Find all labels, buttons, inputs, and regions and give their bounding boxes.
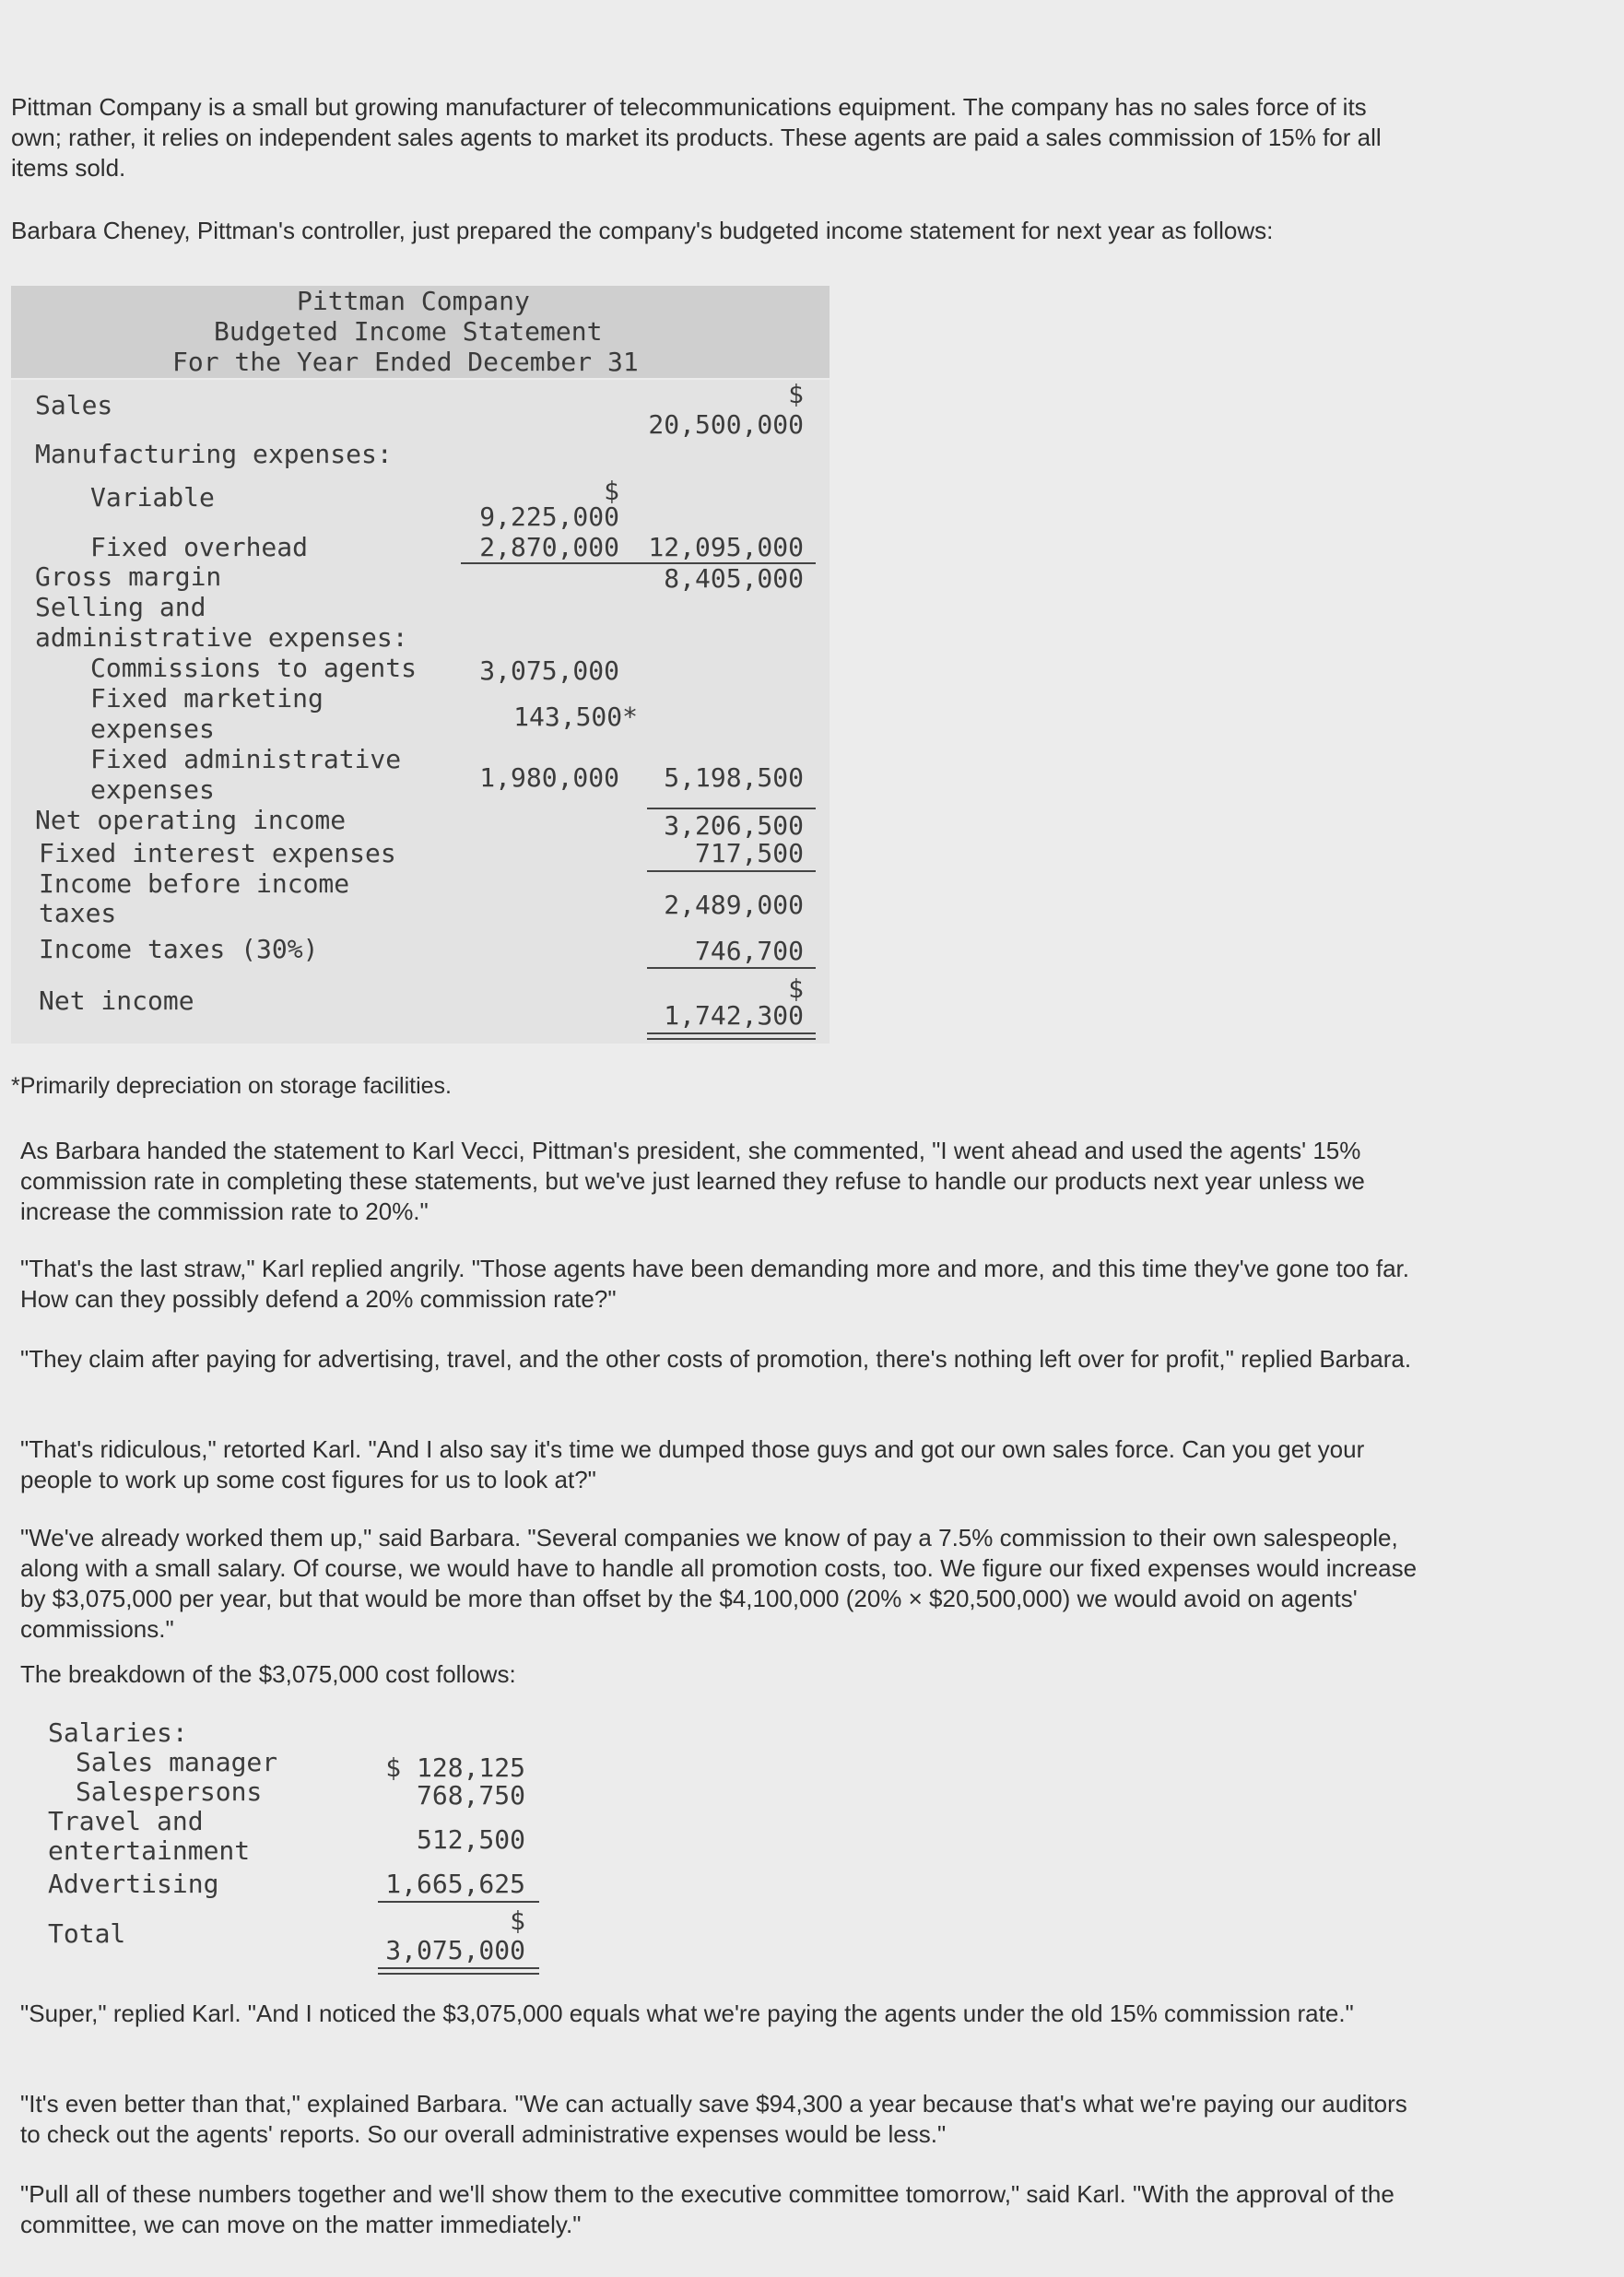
net-income-value: 1,742,300 (664, 1000, 804, 1031)
manufacturing-label: Manufacturing expenses: (35, 439, 393, 469)
dialogue-paragraph-6: The breakdown of the $3,075,000 cost follows: (20, 1660, 516, 1688)
sales-manager-label: Sales manager (76, 1747, 278, 1777)
manufacturing-total: 12,095,000 (648, 532, 804, 562)
fixed-admin-label-2: expenses (90, 774, 215, 805)
statement-title: Budgeted Income Statement (214, 316, 603, 347)
commissions-value: 3,075,000 (479, 655, 619, 686)
dialogue-paragraph-4: "That's ridiculous," retorted Karl. "And I also say it's time we dumped those guys and got our own sales force. Can you get your people to work up some cost figures for us to look at?" (20, 1435, 1365, 1493)
advertising-underline (378, 1901, 539, 1903)
sales-label: Sales (35, 390, 113, 420)
salaries-label: Salaries: (48, 1717, 188, 1748)
income-before-taxes-label-2: taxes (39, 898, 117, 928)
gross-margin-value: 8,405,000 (664, 563, 804, 594)
dialogue-paragraph-1: As Barbara handed the statement to Karl Vecci, Pittman's president, she commented, "I went ahead and used the agents' 15% commission rate in completing these statements, but we've just learned they refuse to handle our products next year unless we increase the commission rate to 20%." (20, 1137, 1365, 1225)
net-operating-income-label: Net operating income (35, 805, 347, 835)
total-double-underline-2 (378, 1973, 539, 1975)
sga-total: 5,198,500 (664, 762, 804, 793)
statement-period: For the Year Ended December 31 (172, 347, 639, 377)
salespersons-label: Salespersons (76, 1776, 263, 1807)
net-income-currency: $ (788, 973, 804, 1004)
advertising-value: 1,665,625 (385, 1869, 525, 1899)
fixed-overhead-value: 2,870,000 (479, 532, 619, 562)
gross-margin-label: Gross margin (35, 561, 222, 592)
variable-label: Variable (90, 482, 215, 513)
fixed-admin-label-1: Fixed administrative (90, 744, 402, 774)
footnote: *Primarily depreciation on storage facilities. (11, 1073, 452, 1099)
total-currency: $ (510, 1905, 525, 1936)
commissions-label: Commissions to agents (90, 653, 418, 683)
dialogue-paragraph-3: "They claim after paying for advertising, travel, and the other costs of promotion, there's nothing left over for profit," replied Barbara. (20, 1345, 1412, 1373)
net-income-double-underline-1 (647, 1032, 816, 1034)
interest-underline (647, 870, 816, 872)
travel-value: 512,500 (416, 1824, 525, 1855)
variable-currency: $ (604, 476, 619, 506)
net-income-label: Net income (39, 985, 194, 1016)
income-before-taxes-label-1: Income before income (39, 868, 350, 899)
sga-label-2: administrative expenses: (35, 622, 408, 653)
sales-manager-value: $ 128,125 (385, 1752, 525, 1783)
net-operating-income-value: 3,206,500 (664, 810, 804, 841)
company-name: Pittman Company (297, 286, 530, 316)
total-double-underline-1 (378, 1967, 539, 1969)
fixed-marketing-label-1: Fixed marketing (90, 683, 324, 714)
closing-paragraph-1: "Super," replied Karl. "And I noticed the $3,075,000 equals what we're paying the agents under the old 15% commission rate." (20, 2000, 1354, 2027)
net-income-double-underline-2 (647, 1038, 816, 1040)
total-value: 3,075,000 (385, 1935, 525, 1965)
sales-currency: $ (788, 379, 804, 409)
income-taxes-label: Income taxes (30%) (39, 934, 319, 964)
fixed-marketing-label-2: expenses (90, 714, 215, 744)
statement-header (11, 286, 830, 378)
fixed-overhead-label: Fixed overhead (90, 532, 309, 562)
intro-paragraph-2: Barbara Cheney, Pittman's controller, just prepared the company's budgeted income statement for next year as follows: (11, 217, 1274, 244)
fixed-marketing-value: 143,500* (513, 702, 638, 732)
closing-paragraph-3: "Pull all of these numbers together and we'll show them to the executive committee tomorrow," said Karl. "With the approval of the committee, we can move on the matter immediately." (20, 2180, 1395, 2238)
salespersons-value: 768,750 (416, 1780, 525, 1811)
sga-underline (647, 808, 816, 809)
sga-label-1: Selling and (35, 592, 206, 622)
income-taxes-underline (647, 967, 816, 969)
travel-label-1: Travel and (48, 1806, 204, 1836)
income-statement (11, 380, 830, 1044)
interest-value: 717,500 (694, 838, 804, 868)
closing-paragraph-2: "It's even better than that," explained Barbara. "We can actually save $94,300 a year because that's what we're paying our auditors to check out the agents' reports. So our overall administrative expenses would be less." (20, 2090, 1407, 2148)
income-taxes-value: 746,700 (694, 936, 804, 966)
dialogue-paragraph-5: "We've already worked them up," said Barbara. "Several companies we know of pay a 7.5% commission to their own salespeople, along with a small salary. Of course, we would have to handle all promotion costs, too. We figure our fixed expenses would increase by $3,075,000 per year, but that would be more than offset by the $4,100,000 (20% × $20,500,000) we would avoid on agents' commissions." (20, 1524, 1418, 1643)
fixed-admin-value: 1,980,000 (479, 762, 619, 793)
intro-paragraph-1: Pittman Company is a small but growing manufacturer of telecommunications equipment. The company has no sales force of its own; rather, it relies on independent sales agents to market its products. These agents are paid a sales commission of 15% for all items sold. (11, 93, 1382, 182)
variable-value: 9,225,000 (479, 501, 619, 532)
total-label: Total (48, 1918, 126, 1949)
interest-label: Fixed interest expenses (39, 838, 396, 868)
advertising-label: Advertising (48, 1869, 219, 1899)
dialogue-paragraph-2: "That's the last straw," Karl replied angrily. "Those agents have been demanding more and more, and this time they've gone too far. How can they possibly defend a 20% commission rate?" (20, 1255, 1409, 1313)
income-before-taxes-value: 2,489,000 (664, 890, 804, 920)
travel-label-2: entertainment (48, 1835, 251, 1866)
sales-value: 20,500,000 (648, 409, 804, 440)
